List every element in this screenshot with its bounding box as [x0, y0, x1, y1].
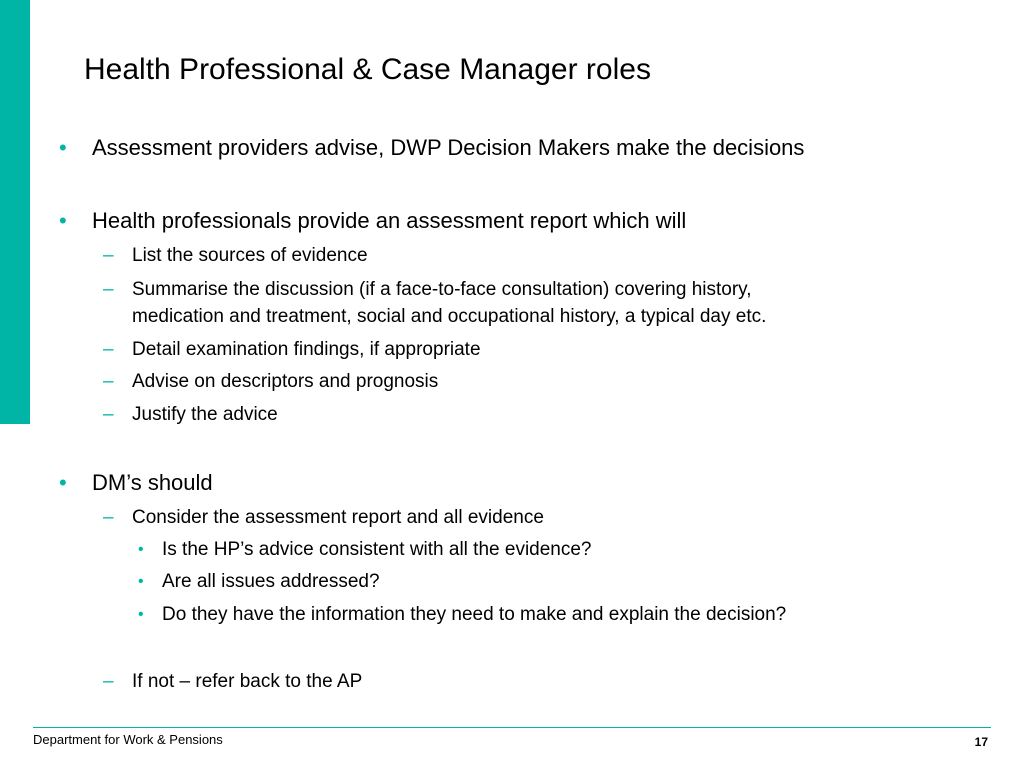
sub-sub-bullet-text: Do they have the information they need to make and explain the decision? [162, 604, 787, 625]
sub-bullet-item [103, 336, 481, 363]
bullet-marker: • [59, 208, 67, 233]
sub-sub-bullet-item [138, 570, 380, 594]
sub-sub-bullet-item [138, 538, 592, 562]
sub-bullet-text: medication and treatment, social and occupational history, a typical day etc. [132, 306, 767, 327]
sub-sub-bullet-item [138, 603, 787, 627]
dash-marker: – [103, 404, 114, 425]
bullet-item [59, 135, 805, 161]
bullet-item [59, 470, 213, 496]
bullet-text: Assessment providers advise, DWP Decision Makers make the decisions [92, 135, 805, 160]
accent-bar [0, 0, 30, 424]
bullet-marker: • [59, 470, 67, 495]
sub-bullet-continuation [132, 303, 766, 330]
footer-organization: Department for Work & Pensions [33, 732, 223, 747]
footer-divider [33, 727, 991, 728]
sub-bullet-text: Consider the assessment report and all evidence [132, 507, 544, 528]
dash-marker: – [103, 245, 114, 266]
sub-bullet-text: Detail examination findings, if appropriate [132, 339, 481, 360]
bullet-marker: • [138, 573, 144, 590]
sub-bullet-item [103, 504, 544, 531]
sub-bullet-item [103, 276, 752, 303]
bullet-item [59, 208, 687, 234]
slide-title: Health Professional & Case Manager roles [84, 53, 651, 86]
bullet-marker: • [138, 541, 144, 558]
bullet-marker: • [59, 135, 67, 160]
dash-marker: – [103, 671, 114, 692]
dash-marker: – [103, 339, 114, 360]
sub-sub-bullet-text: Are all issues addressed? [162, 571, 380, 592]
sub-bullet-item [103, 668, 363, 695]
page-number: 17 [974, 735, 988, 749]
sub-bullet-item [103, 401, 278, 428]
sub-bullet-item [103, 368, 439, 395]
sub-sub-bullet-text: Is the HP’s advice consistent with all the evidence? [162, 539, 592, 560]
bullet-text: DM’s should [92, 470, 213, 495]
bullet-text: Health professionals provide an assessment report which will [92, 208, 687, 233]
dash-marker: – [103, 279, 114, 300]
sub-bullet-text: Summarise the discussion (if a face-to-face consultation) covering history, [132, 279, 752, 300]
sub-bullet-text: Justify the advice [132, 404, 278, 425]
sub-bullet-item [103, 242, 368, 269]
sub-bullet-text: If not – refer back to the AP [132, 671, 363, 692]
bullet-marker: • [138, 606, 144, 623]
dash-marker: – [103, 371, 114, 392]
sub-bullet-text: Advise on descriptors and prognosis [132, 371, 439, 392]
sub-bullet-text: List the sources of evidence [132, 245, 368, 266]
dash-marker: – [103, 507, 114, 528]
